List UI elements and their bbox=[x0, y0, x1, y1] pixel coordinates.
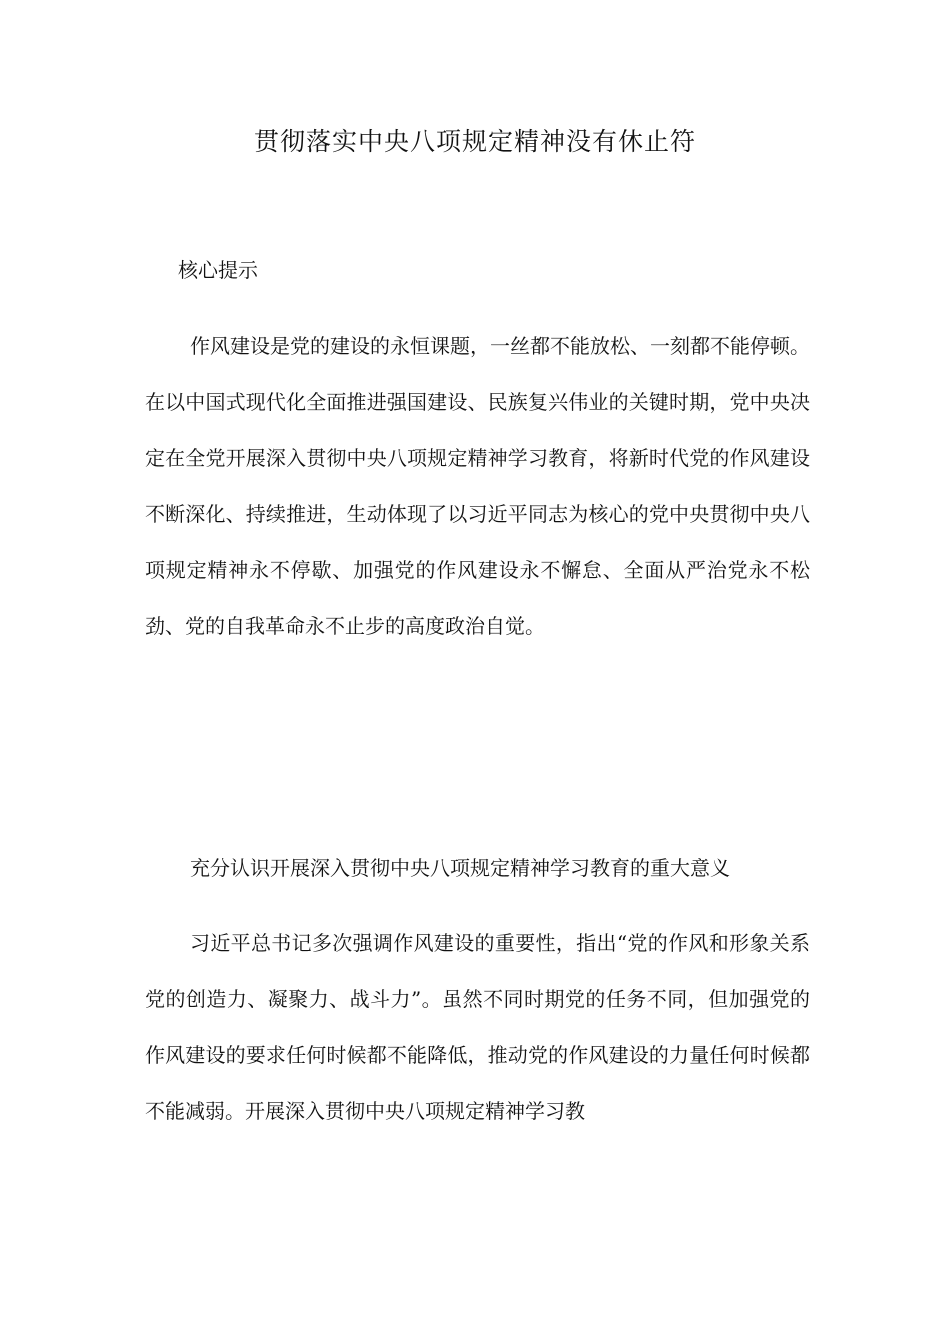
body-paragraph-2: 习近平总书记多次强调作风建设的重要性，指出“党的作风和形象关系党的创造力、凝聚力、战斗力”。虽然不同时期党的任务不同，但加强党的作风建设的要求任何时候都不能降低，推动党的作风建设的力量任何时候都不能减弱。开展深入贯彻中央八项规定精神学习教 bbox=[145, 931, 810, 1123]
section-label-core-tips: 核心提示 bbox=[178, 258, 258, 282]
document-title: 贯彻落实中央八项规定精神没有休止符 bbox=[253, 127, 696, 156]
body-paragraph-1: 作风建设是党的建设的永恒课题，一丝都不能放松、一刻都不能停顿。在以中国式现代化全面推进强国建设、民族复兴伟业的关键时期，党中央决定在全党开展深入贯彻中央八项规定精神学习教育，将新时代党的作风建设不断深化、持续推进，生动体现了以习近平同志为核心的党中央贯彻中央八项规定精神永不停歇、加强党的作风建设永不懈怠、全面从严治党永不松劲、党的自我革命永不止步的高度政治自觉。 bbox=[145, 334, 810, 638]
section-subheading: 充分认识开展深入贯彻中央八项规定精神学习教育的重大意义 bbox=[190, 856, 730, 880]
